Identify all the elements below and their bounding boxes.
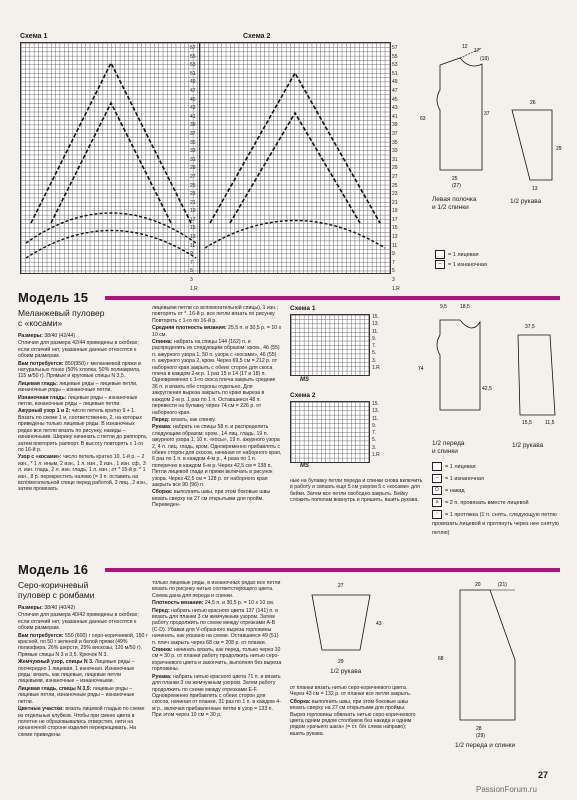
row-label: 11 — [392, 242, 398, 249]
row-label: 11. — [372, 328, 379, 335]
paragraph — [152, 647, 282, 673]
paragraph — [18, 340, 148, 359]
paragraph — [152, 489, 282, 508]
row-label: 21 — [190, 199, 196, 206]
paragraph-heading: Рукава: — [152, 424, 172, 431]
paragraph-text: от планки вязать нитью серо-коричневого цвета. Через 43 см = 132 р. от планки все петли закрыть. — [290, 685, 412, 698]
paragraph — [18, 659, 148, 685]
paragraph-text: 38/40 (42/44) — [42, 333, 76, 339]
row-label: 9. — [372, 335, 377, 342]
scheme1-diamond-pattern — [21, 43, 199, 273]
row-label: 41 — [190, 113, 196, 120]
model16-text-col1 — [18, 605, 148, 739]
row-label: 51 — [190, 70, 196, 77]
row-label: 13 — [392, 234, 398, 241]
paragraph-text: лицевые ряды – лицевые петли, изнаночные ряды – изнаночные петли. — [18, 685, 135, 705]
paragraph-heading: Размеры: — [18, 605, 43, 611]
paragraph-heading: Спинка: — [152, 339, 173, 346]
pattern-top-sleeve-caption: 1/2 рукава — [510, 198, 542, 205]
paragraph-heading: Перед: — [152, 607, 170, 614]
face-stitch-icon — [435, 250, 445, 259]
legend-text: = 1 лицевая — [445, 463, 476, 470]
row-label: 3 — [190, 277, 193, 284]
row-label: 1.R — [372, 365, 380, 372]
paragraph — [152, 424, 282, 488]
paragraph-text: вязать, как спинку. — [169, 416, 216, 423]
page-number: 27 — [538, 770, 549, 780]
row-label: 3. — [372, 357, 377, 364]
paragraph-heading: Цветные участки: — [18, 706, 64, 713]
paragraph-heading: Средняя плотность вязания: — [152, 325, 227, 332]
legend-item — [432, 498, 567, 508]
row-label: 17 — [190, 216, 196, 223]
row-label: 5. — [372, 350, 377, 357]
paragraph-heading: Размеры: — [18, 333, 43, 339]
model15-sleeve-caption: 1/2 рукава — [512, 442, 544, 449]
purl-stitch-icon: – — [435, 260, 445, 269]
legend-text: = 2 п. провязать вместе лицевой — [445, 499, 529, 506]
row-label: 1.R — [392, 285, 400, 292]
dim-27: 27 — [338, 583, 344, 589]
paragraph-heading: Лицевая гладь: — [18, 380, 58, 387]
model15-pattern-caption: 1/2 переда и спинки — [432, 440, 465, 455]
paragraph-text: Отличия для размера 40/42 приведены в скобках; если отличий нет, указанные данные относятся к обоим размерам. — [18, 612, 139, 632]
model15-scheme2-title: Схема 2 — [290, 392, 316, 399]
row-label: 27 — [392, 173, 398, 180]
paragraph-heading: Лицевая гладь, спицы N 3,5: — [18, 685, 92, 692]
paragraph-heading: Ажурный узор 1 и 2: — [18, 408, 71, 415]
stitch-symbol-icon — [432, 462, 442, 471]
row-label: 19 — [190, 208, 196, 215]
model15-header — [18, 290, 88, 305]
dim-425: 42,5 — [482, 386, 492, 392]
paragraph-text: 25,5 п. и 30,5 р. = 10 х 10 см. — [152, 325, 282, 338]
row-label: 49 — [392, 79, 398, 86]
paragraph — [152, 417, 282, 423]
model16-header — [18, 562, 88, 577]
row-label: 11 — [190, 242, 196, 249]
paragraph-heading: Жемчужный узор, спицы N 3. — [18, 659, 94, 666]
row-label: 25 — [190, 182, 196, 189]
left-front-pattern — [412, 40, 572, 200]
row-label: 27 — [190, 173, 196, 180]
model15-text-col3 — [290, 478, 425, 505]
row-label: 43 — [392, 105, 398, 112]
row-label: 15 — [190, 225, 196, 232]
paragraph-heading: Рукава: — [152, 673, 172, 680]
model15-scheme1-title: Схема 1 — [290, 305, 316, 312]
model16-subtitle: Серо-коричневый пуловер с ромбами — [18, 580, 95, 600]
scheme2-row-labels — [392, 44, 408, 293]
row-label: 31 — [190, 156, 196, 163]
paragraph — [18, 454, 148, 492]
paragraph-text: 850(950) г меланжевой пряжи в натуральных тонах (50% хлопка, 50% полиакрила, 115 м/50 г). Прямые и круговые спицы N 3,5. — [18, 360, 141, 380]
row-label: 53 — [392, 62, 398, 69]
paragraph-text: число петель кратно 10. 1-й р. – 2 изн., * 1 л. иным, 2 изн., 1 л. изн., 2 изн., 1 изн. сф., 3 л. изн. гладь, 2 л. изн. гладь, 1 л. изн.; от * 15-й р. * 1 изн., 8 р. перекрестить налево (= 3 п. оставить на вспомогательной спице перед работой, 3 лиц., 2 изн., затем провязать — [18, 454, 148, 493]
scheme2-diamond-pattern — [200, 43, 390, 273]
row-label: 17 — [392, 216, 398, 223]
pattern-top-caption: Левая полочка и 1/2 спинки — [432, 196, 477, 211]
paragraph — [18, 395, 148, 408]
model15-scheme1-grid — [290, 314, 370, 376]
dim-29: 29 — [556, 146, 562, 152]
row-label: 13. — [372, 408, 379, 415]
dim-21: (21) — [498, 582, 507, 588]
row-label: 35 — [392, 139, 398, 146]
model15-text-col1 — [18, 333, 148, 494]
paragraph — [18, 381, 148, 394]
model15-title: Модель 15 — [18, 290, 89, 305]
dim-63: 63 — [420, 116, 426, 122]
dim-74: 74 — [418, 366, 424, 372]
row-label: 57 — [190, 45, 196, 51]
paragraph — [152, 305, 282, 324]
model15-subtitle: Меланжевый пуловер с «косами» — [18, 308, 105, 328]
row-label: 25 — [392, 182, 398, 189]
row-label: 39 — [190, 122, 196, 129]
legend-text: = накид — [445, 487, 465, 494]
stitch-symbol-icon: – — [432, 474, 442, 483]
dim-185: 18,5 — [460, 304, 470, 310]
stitch-symbol-icon: ↑ — [432, 510, 442, 519]
dim-12: 12 — [462, 44, 468, 50]
paragraph-heading: Спинка: — [152, 647, 173, 654]
paragraph — [18, 361, 148, 380]
paragraph — [152, 580, 282, 599]
paragraph — [18, 633, 148, 659]
row-label: 23 — [392, 191, 398, 198]
paragraph — [152, 600, 282, 606]
paragraph-text: 550 (600) г серо-коричневой, 150 г красной, по 50 г зеленой и белой пряжи (49% полиэфира, 26% шерсти, 25% вискозы, 120 м/50 г). Прямые спицы N 3 и 3,5. Крючок N 3. — [18, 632, 148, 658]
row-label: 7. — [372, 430, 377, 437]
scheme1-title: Схема 1 — [20, 33, 48, 40]
paragraph — [152, 608, 282, 646]
paragraph-text: Лицевые ряды – поочередно 1 лицевая, 1 изночная. Изнаночные ряды: вязать, как лицевые, лицевые петли лицевыми, изнаночные – изнаночными. — [18, 659, 135, 685]
model15-ms2: MS — [300, 463, 309, 469]
row-label: 49 — [190, 79, 196, 86]
row-label: 45 — [190, 96, 196, 103]
legend-face-item: = 1 лицевая — [435, 250, 487, 260]
paragraph-text: набрать нитью красного цвета 71 п. и вязать для планки 3 см жемчужным узором. Затем работу продолжить по схеме между отрезками E-F. Одновременно прибавлять с обеих сторон для скосов, начиная от планки, 31 раз по 1 п. в каждом 4-м р., включая прибавленные петли в узор = 133 п. При этом через 10 см = 30 р. — [152, 673, 281, 719]
dim-13: 13 — [532, 186, 538, 192]
paragraph-text: набрать на спицы 144 (162) п. и распределить их следующим образом: кром., 46 (55) п. ажурного узора 1, 50 п. узора с «косами», 46 (55) п. ажурного узора 2, кром. Через 69,5 см = 212 р. от наборного края закрыть с обеих сторон для скоса плеча в каждом 2-м р. 1 раз 15 и 14 (17 и 18) п. Одновременно с 1-го скоса плеча закрыть средние 36 п. и вязать обе стороны отдельно. Для закругления выреза закрыть по краю выреза в каждом 2-м р. 1 раз по 1 п. Оставшиеся 48 п. перевести на булавку через 74 см = 226 р. от наборного края. — [152, 339, 280, 416]
paragraph-heading: Изнаночная гладь: — [18, 394, 67, 401]
paragraph — [18, 686, 148, 705]
paragraph — [18, 612, 148, 631]
paragraph-heading: Сборка: — [152, 489, 173, 496]
legend-item — [432, 510, 567, 538]
row-label: 37 — [392, 130, 398, 137]
row-label: 7. — [372, 343, 377, 350]
row-label: 55 — [392, 53, 398, 60]
dim-68: 68 — [438, 656, 444, 662]
scheme1-grid — [20, 42, 200, 274]
row-label: 51 — [392, 70, 398, 77]
row-label: 13 — [190, 234, 196, 241]
paragraph-text: 24,5 п. и 30,5 р. = 10 х 10 см. — [203, 600, 275, 607]
row-label: 41 — [392, 113, 398, 120]
paragraph — [152, 325, 282, 338]
row-label: 3 — [392, 277, 395, 284]
dim-20: 20 — [475, 582, 481, 588]
row-label: 5 — [392, 268, 395, 275]
row-label: 15. — [372, 314, 379, 320]
row-label: 31 — [392, 156, 398, 163]
row-label: 45 — [392, 96, 398, 103]
model15-scheme2-grid — [290, 401, 370, 463]
legend-item — [432, 462, 567, 472]
scheme1-row-labels — [190, 44, 204, 293]
row-label: 21 — [392, 199, 398, 206]
model16-pattern-caption: 1/2 переда и спинки — [455, 742, 516, 749]
row-label: 47 — [392, 87, 398, 94]
scheme2-grid — [199, 42, 391, 274]
paragraph-text: выполнить швы, при этом боковые швы вязать сверху на 27 см открытыми для пройм. Переведен- — [152, 489, 271, 509]
legend-text: = 1 протяжка (1 п. снять, следующую петлю провязать лицевой и протянуть через нее снятую петлю) — [432, 511, 559, 536]
model15-legend — [432, 462, 567, 540]
row-label: 1.R — [372, 452, 380, 459]
paragraph — [18, 408, 148, 453]
stitch-symbol-icon: ∧ — [432, 498, 442, 507]
paragraph — [152, 674, 282, 719]
dim-25: 25 — [452, 176, 458, 182]
paragraph-text: выполнить швы, при этом боковые швы вязать сверху на 27 см открытыми для проймы. Вырез горловины обвязать нитью серо-коричневого цвета одним рядом столбиков без накида и одним рядом «рачьего шага» (= ст. б/н слева направо); вшить рукава. — [290, 698, 416, 737]
row-label: 9. — [372, 422, 377, 429]
legend-text: = 1 изнаночная — [445, 475, 484, 482]
paragraph-heading: Плотность вязания: — [152, 600, 204, 607]
row-label: 7 — [190, 259, 193, 266]
row-label: 35 — [190, 139, 196, 146]
row-label: 13. — [372, 321, 379, 328]
row-label: 5 — [190, 268, 193, 275]
row-label: 33 — [190, 148, 196, 155]
legend-item — [432, 474, 567, 484]
row-label: 9 — [190, 251, 193, 258]
dim-43: 43 — [376, 621, 382, 627]
paragraph-heading: Сборка: — [290, 698, 311, 705]
dim-115: 11,5 — [545, 420, 555, 426]
row-label: 33 — [392, 148, 398, 155]
model15-ms1: MS — [300, 377, 309, 383]
scheme2-title: Схема 2 — [243, 33, 271, 40]
paragraph-text: набрать на спицы 58 п. и распределить следующим образом: кром., 14 лиц. гладь, 19 п. ажурного узора 1, 10 п. «косы», 19 п. ажурного узора 2, 4 п. лиц. гладь, кром. Одновременно прибавлять с обеих сторон для скосов, начиная от наборного края, 6 раз по 1 п. в каждом 4-м р., 4 раза по 1 п. поперечно в каждом 6-м р. Через 42,5 см = 138 п. Петли лицевой глади и пряжи включать в рисунок узора. Через 42,5 см = 128 р. от наборного края закрыть все 90 (96) п. — [152, 424, 282, 488]
dim-37: 37 — [484, 111, 490, 117]
paragraph-text: лицевые ряды – лицевые петли, изнаночные ряды – изнаночные петли. — [18, 380, 138, 394]
row-label: 7 — [392, 259, 395, 266]
dim-29: 29 — [338, 659, 344, 665]
model16-sleeve-caption: 1/2 рукава — [330, 668, 362, 675]
row-label: 5. — [372, 437, 377, 444]
dim-29b: (29) — [476, 733, 485, 739]
row-label: 57 — [392, 45, 398, 51]
model15-scheme2-rows — [372, 401, 380, 459]
paragraph-heading: Перед: — [152, 416, 170, 423]
paragraph-heading: Вам потребуется: — [18, 360, 64, 367]
dim-375: 37,5 — [525, 324, 535, 330]
row-label: 3. — [372, 444, 377, 451]
row-label: 37 — [190, 130, 196, 137]
model15-scheme1-rows — [372, 314, 380, 372]
row-label: 29 — [392, 165, 398, 172]
model16-text-col2 — [152, 580, 282, 720]
paragraph-text: лицевые ряды – изнаночные петли, изнаночные ряды – лицевые петли. — [18, 394, 138, 408]
paragraph-text: вязать лицевой гладью по схеме из отдельных клубков. Чтобы при смене цвета в полотне не образовывались отверстия, нити на изнаночной стороне изделия перекрещивать. На схеме приведены — [18, 706, 145, 738]
paragraph — [290, 685, 420, 698]
dim-27: (27) — [452, 183, 461, 189]
paragraph-text: Отличия для размера 42/44 приведены в скобках; если отличий нет, указанные данные относятся к обоим размерам. — [18, 340, 139, 360]
dim-95: 9,5 — [440, 304, 447, 310]
stitch-symbol-icon: O — [432, 486, 442, 495]
row-label: 11. — [372, 415, 379, 422]
paragraph — [18, 605, 148, 611]
row-label: 43 — [190, 105, 196, 112]
paragraph-text: число петель кратно 9 + 1. Вязать по схеме 1 и, соответственно, 2, на которых приведены только лицевые ряды. В изнаночных рядах все петли вязать по рисунку, накиды – изнаночными. Ширину начинать с петли до раппорта, затем повторять раппорт. В высоту повторять с 1-го по 16-й р. — [18, 408, 148, 453]
dim-26: 26 — [530, 100, 536, 106]
model16-text-col3 — [290, 685, 420, 738]
row-label: 15 — [392, 225, 398, 232]
paragraph — [290, 699, 420, 737]
dim-155: 15,5 — [522, 420, 532, 426]
paragraph-heading: Вам потребуется: — [18, 632, 64, 639]
legend-purl-item: – = 1 изнаночная — [435, 260, 487, 270]
row-label: 15. — [372, 401, 379, 407]
paragraph-text: только лицевые ряды, в изнаночных рядах все петли вязать по рисунку нитью соответствующего цвета. Схема дана для переда и спинки. — [152, 580, 281, 599]
dim-19: (19) — [480, 56, 489, 62]
model16-sleeve-pattern — [290, 575, 400, 665]
paragraph — [18, 706, 148, 738]
row-label: 47 — [190, 87, 196, 94]
paragraph-text: ные на булавку петли переда и спинки снова включить в работу и связать еще 5 см узором 5 с «косами» для бейки. Затем все петли свободно закрыть. Бейку сложить пополам вовнутрь и пришить, вшить рукава. — [290, 478, 423, 504]
paragraph-heading: Узор с «косами»: — [18, 454, 62, 461]
paragraph-text: начинать вязать, как перед, только через 10 см = 30 р. от планки работу продолжить нитью серо-коричневого цвета и закончить, выполняя без выреза горловины. — [152, 647, 282, 673]
paragraph-text: 38/40 (40/42) — [42, 605, 76, 611]
row-label: 9 — [392, 251, 395, 258]
model16-front-back-pattern — [420, 580, 570, 740]
legend-item — [432, 486, 567, 496]
legend-top — [435, 250, 487, 270]
paragraph — [152, 339, 282, 416]
dim-17: 17 — [474, 48, 480, 54]
model16-title: Модель 16 — [18, 562, 89, 577]
watermark: PassionForum.ru — [476, 785, 537, 794]
model15-front-back-pattern — [410, 300, 570, 430]
row-label: 53 — [190, 62, 196, 69]
paragraph — [290, 478, 425, 504]
row-label: 55 — [190, 53, 196, 60]
row-label: 1.R — [190, 285, 198, 292]
row-label: 39 — [392, 122, 398, 129]
paragraph-text: лицевыми петли со вспомогательной спицы), 1 изн.; повторять от *. 16-й р. все петли вязать по рисунку. Повторять с 1-го по 16-й р. — [152, 305, 279, 324]
row-label: 19 — [392, 208, 398, 215]
row-label: 29 — [190, 165, 196, 172]
paragraph-text: набрать нитью красного цвета 137 (141) п. и вязать для планки 3 см жемчужным узором. Затем работу продолжить по схеме между отрезками A-B (C-D). Убавки для V-образного выреза горловины начинать, как указано на схеме. Оставшиеся 49 (51) п. плеч закрыть через 68 см = 208 р. от планки. — [152, 607, 279, 646]
dim-28: 28 — [476, 726, 482, 732]
paragraph — [18, 333, 148, 339]
model15-text-col2 — [152, 305, 282, 510]
row-label: 23 — [190, 191, 196, 198]
model16-accent-bar — [105, 568, 560, 572]
